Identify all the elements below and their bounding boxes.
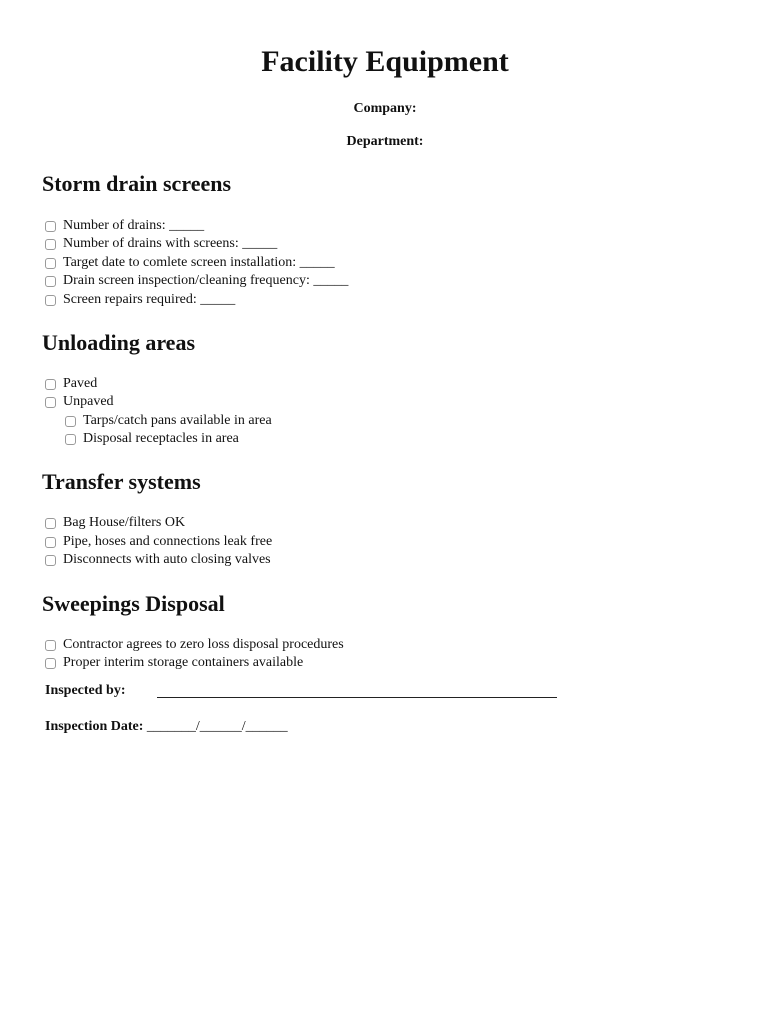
checklist-item[interactable] <box>45 393 114 411</box>
checklist-item-label: Bag House/filters OK <box>63 515 186 530</box>
checkbox[interactable] <box>65 434 76 445</box>
checklist-item-label: Proper interim storage containers available <box>63 655 304 670</box>
checklist-item-label: Target date to comlete screen installation: _____ <box>63 255 335 270</box>
checklist-item-label: Unpaved <box>63 394 114 409</box>
checklist-item[interactable] <box>45 654 303 672</box>
checklist-item-label: Pipe, hoses and connections leak free <box>63 534 273 549</box>
checklist-subitem[interactable] <box>65 430 239 448</box>
checklist-item-label: Tarps/catch pans available in area <box>83 413 272 428</box>
checklist-item[interactable] <box>45 235 277 253</box>
checkbox[interactable] <box>45 537 56 548</box>
inspected-by-field[interactable] <box>157 680 557 698</box>
checklist-item[interactable] <box>45 636 344 654</box>
checkbox[interactable] <box>45 258 56 269</box>
checklist-item-label: Number of drains: _____ <box>63 218 205 233</box>
checkbox[interactable] <box>45 640 56 651</box>
checkbox[interactable] <box>45 555 56 566</box>
inspection-date-field[interactable]: _______/______/______ <box>146 719 288 734</box>
checklist-item[interactable] <box>45 375 97 393</box>
checklist-item[interactable] <box>45 514 185 532</box>
checklist-item[interactable] <box>45 533 272 551</box>
inspection-date-label: Inspection Date: <box>45 719 144 734</box>
checklist-item-label: Disconnects with auto closing valves <box>63 552 271 567</box>
checkbox[interactable] <box>45 379 56 390</box>
checklist-item[interactable] <box>45 217 204 235</box>
checklist-item[interactable] <box>45 254 335 272</box>
checkbox[interactable] <box>45 518 56 529</box>
checkbox[interactable] <box>45 221 56 232</box>
page-title: Facility Equipment <box>261 45 509 78</box>
checkbox[interactable] <box>45 397 56 408</box>
checklist-item-label: Drain screen inspection/cleaning frequency: _____ <box>63 273 349 288</box>
section-heading-unloading-areas: Unloading areas <box>42 330 196 355</box>
checkbox[interactable] <box>45 239 56 250</box>
checklist-item[interactable] <box>45 551 271 569</box>
checkbox[interactable] <box>45 276 56 287</box>
checklist-subitem[interactable] <box>65 412 272 430</box>
checklist-item-label: Paved <box>63 376 98 391</box>
section-heading-sweepings-disposal: Sweepings Disposal <box>42 591 225 616</box>
checklist-item-label: Screen repairs required: _____ <box>63 292 236 307</box>
inspection-date-row <box>45 718 288 736</box>
checklist-item-label: Number of drains with screens: _____ <box>63 236 278 251</box>
checkbox[interactable] <box>65 416 76 427</box>
checklist-item-label: Disposal receptacles in area <box>83 431 239 446</box>
checklist-item-label: Contractor agrees to zero loss disposal procedures <box>63 637 344 652</box>
checkbox[interactable] <box>45 658 56 669</box>
department-label: Department: <box>346 134 424 149</box>
section-heading-storm-drain-screens: Storm drain screens <box>42 171 232 196</box>
checklist-item[interactable] <box>45 291 235 309</box>
checklist-item[interactable] <box>45 272 348 290</box>
company-label: Company: <box>353 101 417 116</box>
inspected-by-label: Inspected by: <box>45 683 126 698</box>
checkbox[interactable] <box>45 295 56 306</box>
section-heading-transfer-systems: Transfer systems <box>42 469 201 494</box>
